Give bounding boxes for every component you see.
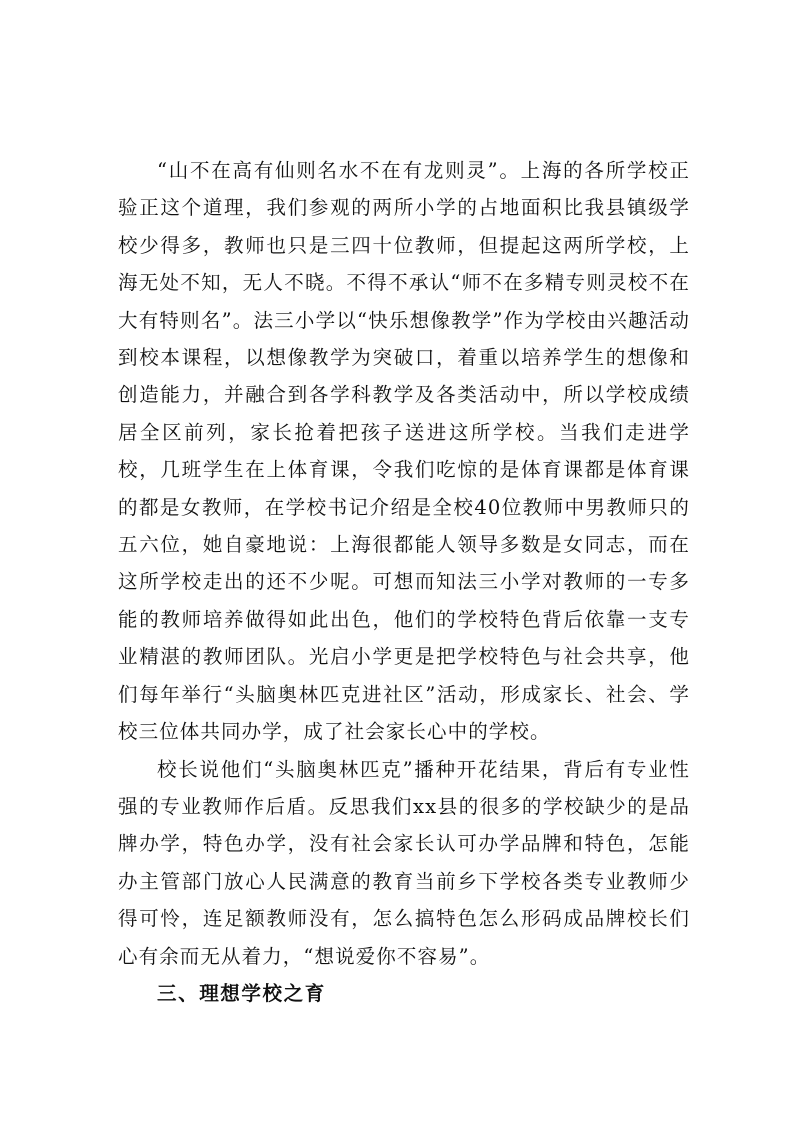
body-paragraph-1: “山不在高有仙则名水不在有龙则灵”。上海的各所学校正验正这个道理，我们参观的两所小学的占地面积比我县镇级学校少得多，教师也只是三四十位教师，但提起这两所学校，上海无处不知，无人不晓。不得不承认“师不在多精专则灵校不在大有特则名”。法三小学以“快乐想像教学”作为学校由兴趣活动到校本课程，以想像教学为突破口，着重以培养学生的想像和创造能力，并融合到各学科教学及各类活动中，所以学校成绩居全区前列，家长抢着把孩子送进这所学校。当我们走进学校，几班学生在上体育课，令我们吃惊的是体育课都是体育课的都是女教师，在学校书记介绍是全校40位教师中男教师只的五六位，她自豪地说：上海很都能人领导多数是女同志，而在这所学校走出的还不少呢。可想而知法三小学对教师的一专多能的教师培养做得如此出色，他们的学校特色背后依靠一支专业精湛的教师团队。光启小学更是把学校特色与社会共享，他们每年举行“头脑奥林匹克进社区”活动，形成家长、社会、学校三位体共同办学，成了社会家长心中的学校。: [118, 159, 690, 744]
document-body: [118, 152, 690, 1012]
section-heading: 三、理想学校之育: [157, 981, 326, 1005]
body-paragraph-2: 校长说他们“头脑奥林匹克”播种开花结果，背后有专业性强的专业教师作后盾。反思我们xx县的很多的学校缺少的是品牌办学，特色办学，没有社会家长认可办学品牌和特色，怎能办主管部门放心人民满意的教育当前乡下学校各类专业教师少得可怜，连足额教师没有，怎么搞特色怎么形码成品牌校长们心有余而无从着力，“想说爱你不容易”。: [118, 757, 690, 968]
